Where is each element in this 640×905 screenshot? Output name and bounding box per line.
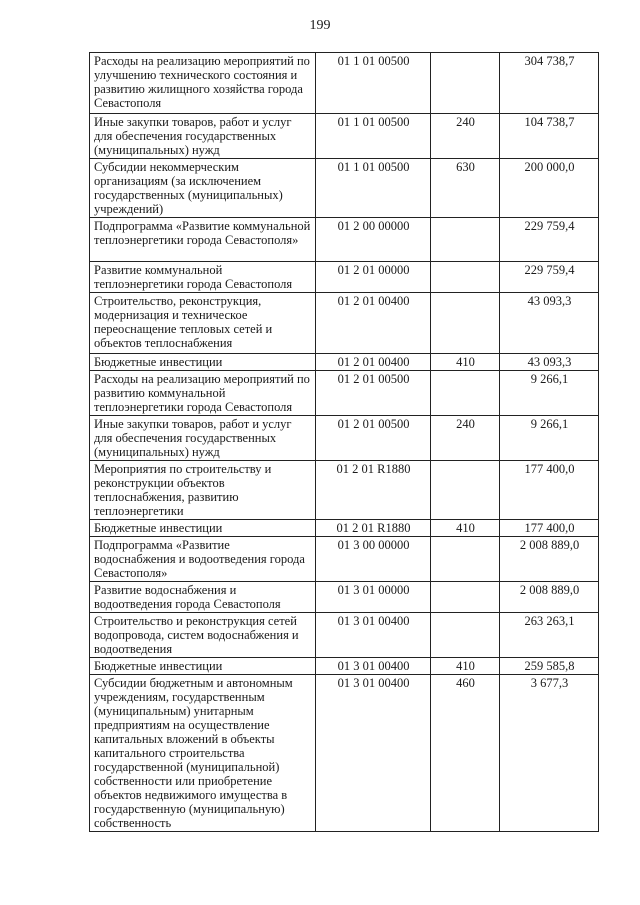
row-sum-cell: 9 266,1	[500, 416, 599, 461]
table-row	[90, 293, 599, 354]
row-type-cell	[431, 262, 500, 293]
table-row	[90, 159, 599, 218]
row-code-cell: 01 1 01 00500	[316, 159, 431, 218]
row-name-cell: Мероприятия по строительству и реконструкции объектов теплоснабжения, развитию теплоэнергетики	[90, 461, 316, 520]
row-type-cell: 240	[431, 114, 500, 159]
row-name-cell: Развитие водоснабжения и водоотведения города Севастополя	[90, 582, 316, 613]
row-sum-cell: 304 738,7	[500, 53, 599, 114]
row-sum-cell: 177 400,0	[500, 461, 599, 520]
table-row	[90, 114, 599, 159]
row-name-cell: Иные закупки товаров, работ и услуг для обеспечения государственных (муниципальных) нужд	[90, 114, 316, 159]
row-code-cell: 01 3 00 00000	[316, 537, 431, 582]
row-code-cell: 01 2 01 R1880	[316, 461, 431, 520]
row-code-cell: 01 2 01 00400	[316, 354, 431, 371]
row-code-cell: 01 1 01 00500	[316, 53, 431, 114]
row-sum-cell: 104 738,7	[500, 114, 599, 159]
table-row	[90, 613, 599, 658]
page-number: 199	[309, 18, 331, 33]
row-sum-cell: 177 400,0	[500, 520, 599, 537]
row-name-cell: Бюджетные инвестиции	[90, 354, 316, 371]
row-type-cell	[431, 613, 500, 658]
row-sum-cell: 200 000,0	[500, 159, 599, 218]
row-type-cell	[431, 461, 500, 520]
row-sum-cell: 43 093,3	[500, 293, 599, 354]
table-row	[90, 53, 599, 114]
row-type-cell: 410	[431, 520, 500, 537]
row-code-cell: 01 2 01 00000	[316, 262, 431, 293]
row-name-cell: Иные закупки товаров, работ и услуг для обеспечения государственных (муниципальных) нужд	[90, 416, 316, 461]
row-type-cell: 460	[431, 675, 500, 832]
row-type-cell	[431, 537, 500, 582]
row-type-cell	[431, 218, 500, 262]
row-type-cell: 410	[431, 658, 500, 675]
table-row	[90, 582, 599, 613]
row-name-cell: Подпрограмма «Развитие коммунальной теплоэнергетики города Севастополя»	[90, 218, 316, 262]
row-code-cell: 01 3 01 00400	[316, 675, 431, 832]
row-sum-cell: 2 008 889,0	[500, 537, 599, 582]
row-sum-cell: 263 263,1	[500, 613, 599, 658]
row-code-cell: 01 3 01 00000	[316, 582, 431, 613]
row-type-cell	[431, 293, 500, 354]
row-code-cell: 01 1 01 00500	[316, 114, 431, 159]
table-row	[90, 262, 599, 293]
row-code-cell: 01 3 01 00400	[316, 658, 431, 675]
row-name-cell: Развитие коммунальной теплоэнергетики города Севастополя	[90, 262, 316, 293]
row-sum-cell: 43 093,3	[500, 354, 599, 371]
row-type-cell	[431, 371, 500, 416]
row-name-cell: Субсидии бюджетным и автономным учреждениям, государственным (муниципальным) унитарным предприятиям на осуществление капитальных вложений в объекты капитального строительства государственной (муниципальной) собственности или приобретение объектов недвижимого имущества в государственную (муниципальную) собственность	[90, 675, 316, 832]
table-row	[90, 520, 599, 537]
table-row	[90, 658, 599, 675]
table-row	[90, 537, 599, 582]
row-name-cell: Бюджетные инвестиции	[90, 658, 316, 675]
row-sum-cell: 2 008 889,0	[500, 582, 599, 613]
row-type-cell: 630	[431, 159, 500, 218]
row-type-cell: 240	[431, 416, 500, 461]
row-sum-cell: 3 677,3	[500, 675, 599, 832]
row-type-cell	[431, 53, 500, 114]
table-row	[90, 675, 599, 832]
table-row	[90, 416, 599, 461]
row-code-cell: 01 2 00 00000	[316, 218, 431, 262]
row-sum-cell: 259 585,8	[500, 658, 599, 675]
row-sum-cell: 229 759,4	[500, 218, 599, 262]
row-name-cell: Бюджетные инвестиции	[90, 520, 316, 537]
table-row	[90, 354, 599, 371]
row-sum-cell: 229 759,4	[500, 262, 599, 293]
row-type-cell: 410	[431, 354, 500, 371]
budget-table	[89, 52, 599, 832]
row-code-cell: 01 3 01 00400	[316, 613, 431, 658]
row-sum-cell: 9 266,1	[500, 371, 599, 416]
table-row	[90, 218, 599, 262]
row-name-cell: Строительство, реконструкция, модернизация и техническое переоснащение тепловых сетей и объектов теплоснабжения	[90, 293, 316, 354]
row-name-cell: Строительство и реконструкция сетей водопровода, систем водоснабжения и водоотведения	[90, 613, 316, 658]
row-type-cell	[431, 582, 500, 613]
row-name-cell: Субсидии некоммерческим организациям (за исключением государственных (муниципальных) учреждений)	[90, 159, 316, 218]
row-code-cell: 01 2 01 R1880	[316, 520, 431, 537]
table-row	[90, 371, 599, 416]
table-row	[90, 461, 599, 520]
row-name-cell: Расходы на реализацию мероприятий по развитию коммунальной теплоэнергетики города Севастополя	[90, 371, 316, 416]
row-code-cell: 01 2 01 00400	[316, 293, 431, 354]
budget-table-body	[90, 53, 599, 832]
row-name-cell: Расходы на реализацию мероприятий по улучшению технического состояния и развитию жилищного хозяйства города Севастополя	[90, 53, 316, 114]
row-code-cell: 01 2 01 00500	[316, 416, 431, 461]
row-name-cell: Подпрограмма «Развитие водоснабжения и водоотведения города Севастополя»	[90, 537, 316, 582]
row-code-cell: 01 2 01 00500	[316, 371, 431, 416]
